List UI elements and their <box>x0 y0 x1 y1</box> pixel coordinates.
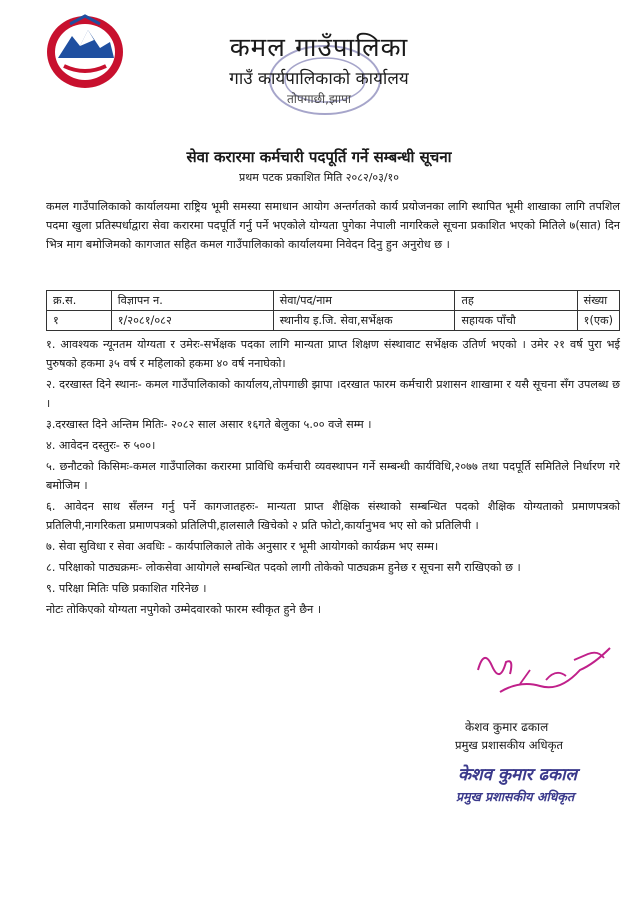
list-item: २. दरखास्त दिने स्थानः- कमल गाउँपालिकाको कार्यालय,तोपगाछी झापा ।दरखात फारम कर्मचारी प्रशासन शाखामा र यसै सूचना सँग उपलब्ध छ । <box>46 378 620 410</box>
list-item: ८. परिक्षाको पाठ्यक्रमः- लोकसेवा आयोगले सम्बन्धित पदको लागी तोकेको पाठ्यक्रम हुनेछ र सूचना सगै राखिएको छ । <box>46 561 521 574</box>
publication-date: प्रथम पटक प्रकाशित मिति २०८२/०३/१० <box>239 171 399 184</box>
list-item: ९. परिक्षा मितिः पछि प्रकाशित गरिनेछ । <box>46 582 207 595</box>
cell-ad-number: १/२०८१/०८२ <box>111 311 273 331</box>
municipality-title: कमल गाउँपालिका <box>229 33 409 63</box>
intro-paragraph: कमल गाउँपालिकाको कार्यालयमा राष्ट्रिय भूमी समस्या समाधान आयोग अन्तर्गतको कार्य प्रयोजनका लागि स्थापित भूमी शाखाका लागि तपशिल पदमा खुला प्रतिस्पर्धाद्वारा सेवा करारमा पदपूर्ति गर्नु पर्ने भएकोले योग्यता पुगेका नेपाली नागरिकले सूचना प्रकाशित भएको मितिले ७(सात) दिन भित्र माग बमोजिमको कागजात सहित कमल गाउँपालिकाको कार्यालयमा निवेदन दिनु हुन अनुरोध छ । <box>46 200 620 251</box>
signatory-designation: प्रमुख प्रशासकीय अधिकृत <box>455 738 563 752</box>
list-item: ७. सेवा सुविधा र सेवा अवधिः - कार्यपालिकाले तोके अनुसार र भूमी आयोगको कार्यक्रम भए सम्म। <box>46 540 439 553</box>
cell-serial: १ <box>47 311 112 331</box>
table-row <box>47 311 620 331</box>
office-address: तोपगाछी,झापा <box>286 92 352 106</box>
stamp-name: केशव कुमार ढकाल <box>458 765 578 785</box>
cell-post: स्थानीय इ.जि. सेवा,सर्भेक्षक <box>273 311 455 331</box>
list-item: ३.दरखास्त दिने अन्तिम मितिः- २०८२ साल असार १६गते बेलुका ५.०० वजे सम्म । <box>46 418 372 431</box>
cell-level: सहायक पाँचौ <box>455 311 577 331</box>
handwritten-signature-icon <box>470 640 620 710</box>
col-ad-number: विज्ञापन न. <box>111 291 273 311</box>
list-item: १. आवश्यक न्यूनतम योग्यता र उमेरः-सर्भेक्षक पदका लागि मान्यता प्राप्त शिक्षण संस्थावाट सर्भेक्षक उतिर्ण भएको । उमेर २१ वर्ष पुरा भई पुरुषको हकमा ३५ वर्ष र महिलाको हकमा ४० वर्ष ननाघेको। <box>46 338 620 370</box>
table-header-row <box>47 291 620 311</box>
col-serial: क्र.स. <box>47 291 112 311</box>
list-item: ४. आवेदन दस्तुरः- रु ५००। <box>46 439 156 452</box>
cell-count: १(एक) <box>577 311 619 331</box>
signatory-name: केशव कुमार ढकाल <box>465 720 549 734</box>
list-item: ५. छनौटको किसिमः-कमल गाउँपालिका करारमा प्राविधि कर्मचारी व्यवस्थापन गर्ने सम्बन्धी कार्यविधि,२०७७ तथा पदपूर्ति समितिले निर्धारण गरे बमोजिम । <box>46 460 620 492</box>
notice-title: सेवा करारमा कर्मचारी पदपूर्ति गर्ने सम्बन्धी सूचना <box>186 148 452 166</box>
office-name: गाउँ कार्यपालिकाको कार्यालय <box>229 69 409 89</box>
conditions-list <box>46 335 620 621</box>
vacancy-table <box>46 290 620 331</box>
note-line: नोटः तोकिएको योग्यता नपुगेको उम्मेदवारको फारम स्वीकृत हुने छैन । <box>46 603 322 616</box>
col-level: तह <box>455 291 577 311</box>
stamp-designation: प्रमुख प्रशासकीय अधिकृत <box>456 789 575 804</box>
col-post: सेवा/पद/नाम <box>273 291 455 311</box>
col-count: संख्या <box>577 291 619 311</box>
list-item: ६. आवेदन साथ सँलग्न गर्नु पर्ने कागजातहरुः- मान्यता प्राप्त शैक्षिक संस्थाको सम्बन्धित पदको शैक्षिक योग्यताको प्रमाणपत्रको प्रतिलिपी,नागरिकता प्रमाणपत्रको प्रतिलिपी,हालसालै खिचेको २ प्रति फोटो,कार्यानुभव भए सो को प्रतिलिपी । <box>46 500 620 532</box>
